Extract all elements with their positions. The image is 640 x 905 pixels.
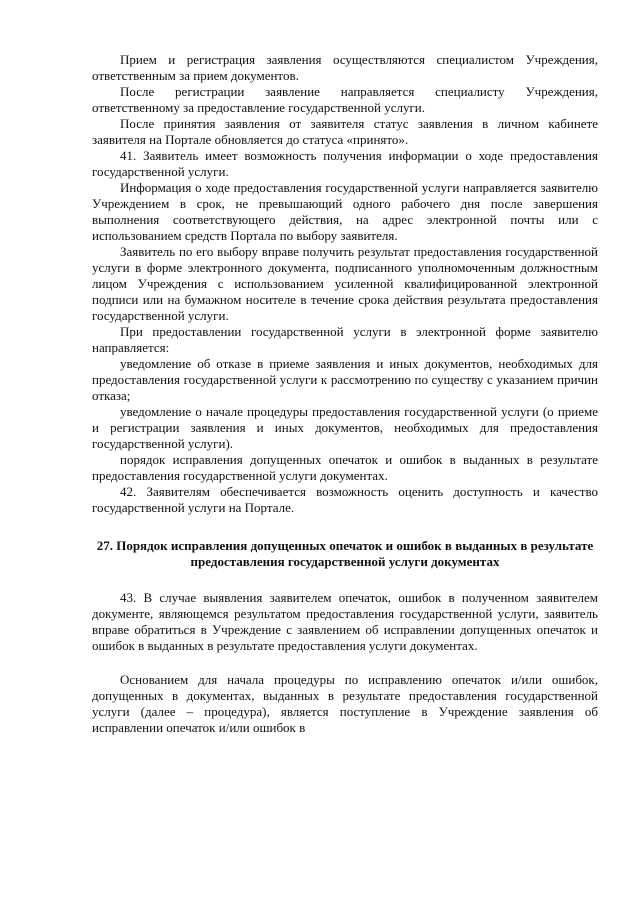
paragraph-after-registration: После регистрации заявление направляется специалисту Учреждения, ответственному за предоставление государственной услуги. <box>92 84 598 115</box>
paragraph-status-update: После принятия заявления от заявителя статус заявления в личном кабинете заявителя на Портале обновляется до статуса «принято». <box>92 116 598 147</box>
paragraph-result-choice: Заявитель по его выбору вправе получить результат предоставления государственной услуги в форме электронного документа, подписанного уполномоченным должностным лицом Учреждения с использованием усиленной квалифицированной электронной подписи или на бумажном носителе в течение срока действия результата предоставления государственной услуги. <box>92 244 598 323</box>
paragraph-reception: Прием и регистрация заявления осуществляются специалистом Учреждения, ответственным за прием документов. <box>92 52 598 83</box>
paragraph-item-42: 42. Заявителям обеспечивается возможность оценить доступность и качество государственной услуги на Портале. <box>92 484 598 515</box>
list-item-correction-procedure: порядок исправления допущенных опечаток и ошибок в выданных в результате предоставления государственной услуги документах. <box>92 452 598 483</box>
section-heading: 27. Порядок исправления допущенных опечаток и ошибок в выданных в результате предоставления государственной услуги документах <box>96 538 594 569</box>
paragraph-item-43: 43. В случае выявления заявителем опечаток, ошибок в полученном заявителем документе, являющемся результатом предоставления государственной услуги, заявитель вправе обратиться в Учреждение с заявлением об исправлении допущенных опечаток и ошибок в выданных в результате предоставления услуги документах. <box>92 590 598 653</box>
document-body <box>92 52 598 736</box>
list-item-refusal-notice: уведомление об отказе в приеме заявления и иных документов, необходимых для предоставления государственной услуги к рассмотрению по существу с указанием причин отказа; <box>92 356 598 403</box>
paragraph-item-41: 41. Заявитель имеет возможность получения информации о ходе предоставления государственной услуги. <box>92 148 598 179</box>
paragraph-electronic-form: При предоставлении государственной услуги в электронной форме заявителю направляется: <box>92 324 598 355</box>
list-item-start-notice: уведомление о начале процедуры предоставления государственной услуги (о приеме и регистрации заявления и иных документов, необходимых для предоставления государственной услуги). <box>92 404 598 451</box>
paragraph-progress-info: Информация о ходе предоставления государственной услуги направляется заявителю Учреждением в срок, не превышающий одного рабочего дня после завершения выполнения соответствующего действия, на адрес электронной почты или с использованием средств Портала по выбору заявителя. <box>92 180 598 243</box>
paragraph-procedure-basis: Основанием для начала процедуры по исправлению опечаток и/или ошибок, допущенных в документах, выданных в результате предоставления государственной услуги (далее – процедура), является поступление в Учреждение заявления об исправлении опечаток и/или ошибок в <box>92 672 598 735</box>
